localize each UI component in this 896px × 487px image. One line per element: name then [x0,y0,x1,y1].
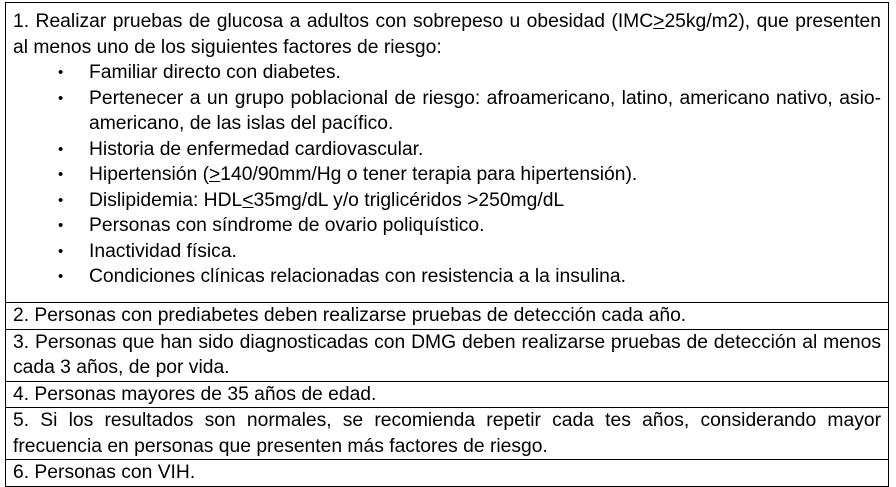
risk-factor-family [13,60,881,86]
bullet-icon: • [58,140,64,158]
risk-factor-label: Inactividad física. [89,240,237,262]
risk-factor-population [13,86,881,137]
risk-factor-label: Condiciones clínicas relacionadas con resistencia a la insulina. [89,266,626,287]
criteria-cell-4: 4. Personas mayores de 35 años de edad. [6,381,889,408]
risk-factor-label: Familiar directo con diabetes. [89,62,341,83]
bullet-icon: • [58,217,64,234]
bullet-icon: • [58,89,64,107]
criteria-row-6 [6,460,889,487]
risk-factor-list [13,60,881,290]
dyslipidemia-before: Dislipidemia: HDL [89,189,243,211]
criteria-cell-1 [6,3,889,303]
bullet-icon: • [58,242,64,260]
risk-factor-inactivity [13,239,881,265]
risk-factor-dyslipidemia [13,188,881,214]
criteria-cell-5: 5. Si los resultados son normales, se recomienda repetir cada tes años, considerando mayor frecuencia en personas que presenten más factores de riesgo. [6,408,889,460]
criteria-row-5 [6,408,889,460]
risk-factor-label: Pertenecer a un grupo poblacional de riesgo: afroamericano, latino, americano nativo, asio-americano, de las islas del pacífico. [89,87,881,134]
greater-equal-symbol: > [209,164,221,185]
risk-factor-label [89,164,637,185]
criteria-1-intro [13,9,881,60]
risk-factor-pcos [13,213,881,239]
screening-criteria-table [5,2,889,487]
risk-factor-label [89,190,564,211]
risk-factor-label: Historia de enfermedad cardiovascular. [89,138,424,160]
criteria-1-intro-before: 1. Realizar pruebas de glucosa a adultos con sobrepeso u obesidad (IMC [13,11,654,32]
bullet-icon: • [58,191,64,209]
criteria-row-3 [6,329,889,381]
greater-equal-symbol: > [653,11,665,32]
bullet-icon: • [58,166,64,183]
bullet-icon: • [58,268,64,285]
criteria-1-intro-after: 25kg/m2), que presenten al menos uno de los siguientes factores de riesgo: [13,11,882,58]
risk-factor-hypertension [13,162,881,188]
criteria-row-1 [6,3,889,303]
hypertension-after: 140/90mm/Hg o tener terapia para hipertensión). [220,164,638,185]
hypertension-before: Hipertensión ( [89,164,210,185]
criteria-cell-6: 6. Personas con VIH. [6,460,889,487]
criteria-cell-2: 2. Personas con prediabetes deben realizarse pruebas de detección cada año. [6,303,889,330]
less-equal-symbol: < [242,189,254,211]
criteria-row-2 [6,303,889,330]
bullet-icon: • [58,64,64,81]
risk-factor-insulin [13,264,881,290]
dyslipidemia-after: 35mg/dL y/o triglicéridos >250mg/dL [253,189,565,211]
risk-factor-label: Personas con síndrome de ovario poliquístico. [89,215,485,236]
criteria-row-4 [6,381,889,408]
risk-factor-cardiovascular [13,137,881,163]
criteria-cell-3: 3. Personas que han sido diagnosticadas con DMG deben realizarse pruebas de detección al menos cada 3 años, de por vida. [6,329,889,381]
